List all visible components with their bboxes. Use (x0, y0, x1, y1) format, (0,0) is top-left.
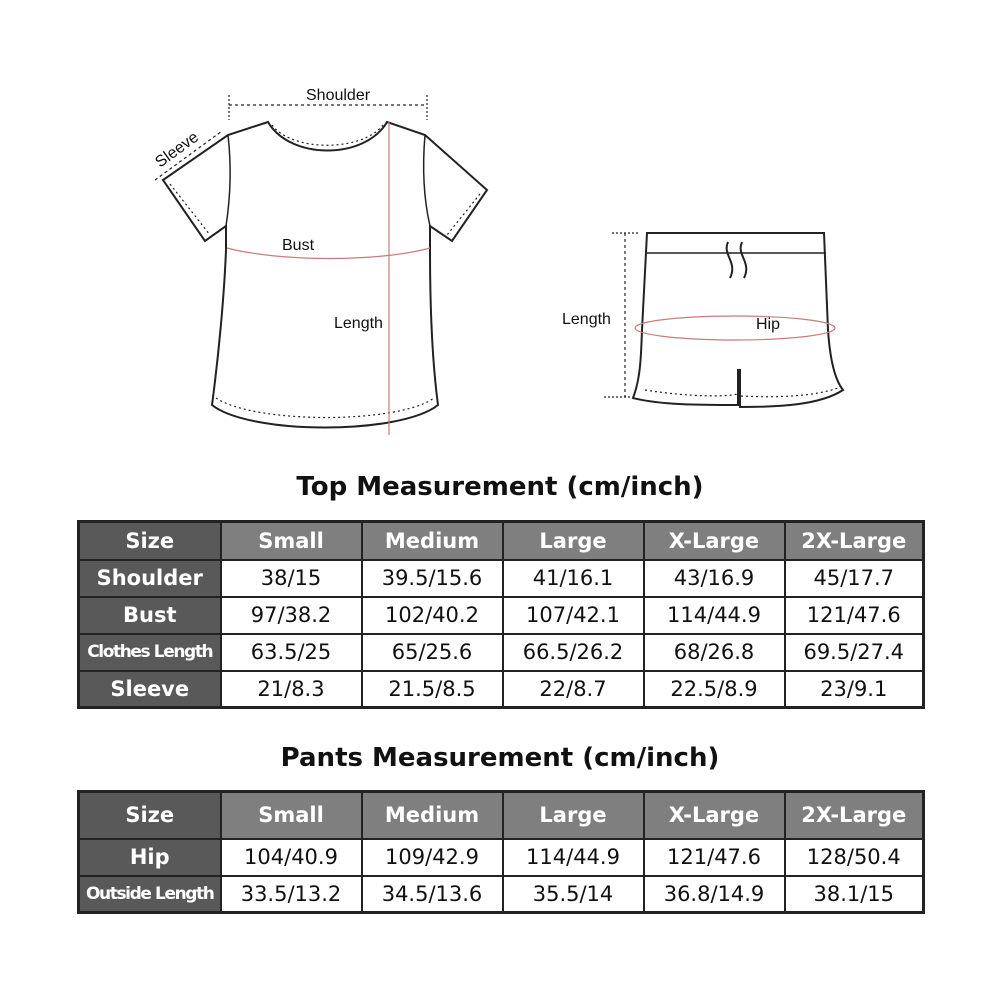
table-cell: 36.8/14.9 (644, 876, 785, 913)
header-cell: X-Large (644, 522, 785, 560)
tshirt-bottom-hem (216, 398, 434, 418)
sleeve-label: Sleeve (152, 128, 202, 172)
garment-diagrams (0, 0, 1000, 460)
table-cell: 65/25.6 (362, 634, 503, 671)
pants-measurement-table (77, 790, 925, 914)
table-cell: 22/8.7 (503, 671, 644, 708)
top-length-label: Length (334, 315, 383, 332)
row-label: Clothes Length (79, 634, 221, 671)
pants-table-header-row (79, 792, 924, 839)
tshirt-outline (163, 122, 487, 428)
table-cell: 128/50.4 (785, 839, 924, 876)
table-cell: 38.1/15 (785, 876, 924, 913)
row-label: Bust (79, 597, 221, 634)
table-cell: 114/44.9 (644, 597, 785, 634)
table-cell: 121/47.6 (785, 597, 924, 634)
pants-table-title: Pants Measurement (cm/inch) (280, 743, 720, 773)
drawstring-right (741, 242, 747, 278)
table-row (79, 597, 924, 634)
table-cell: 121/47.6 (644, 839, 785, 876)
table-row (79, 634, 924, 671)
table-cell: 114/44.9 (503, 839, 644, 876)
header-cell: Medium (362, 522, 503, 560)
header-cell: 2X-Large (785, 792, 924, 839)
table-cell: 97/38.2 (221, 597, 362, 634)
hip-measure-line (635, 316, 835, 340)
header-cell: Size (79, 792, 221, 839)
table-cell: 107/42.1 (503, 597, 644, 634)
table-cell: 34.5/13.6 (362, 876, 503, 913)
table-cell: 33.5/13.2 (221, 876, 362, 913)
header-cell: Large (503, 792, 644, 839)
table-cell: 102/40.2 (362, 597, 503, 634)
table-cell: 43/16.9 (644, 560, 785, 597)
row-label: Hip (79, 839, 221, 876)
header-cell: X-Large (644, 792, 785, 839)
top-table-header-row (79, 522, 924, 560)
shorts-length-label: Length (562, 311, 611, 328)
shoulder-label: Shoulder (306, 87, 371, 104)
tshirt-armhole-right (424, 135, 430, 226)
table-cell: 22.5/8.9 (644, 671, 785, 708)
measurement-diagram-svg (0, 0, 1000, 460)
table-row (79, 671, 924, 708)
top-table-title: Top Measurement (cm/inch) (296, 472, 704, 502)
tshirt-illustration (163, 122, 487, 428)
table-cell: 66.5/26.2 (503, 634, 644, 671)
table-cell: 41/16.1 (503, 560, 644, 597)
table-cell: 21.5/8.5 (362, 671, 503, 708)
table-cell: 69.5/27.4 (785, 634, 924, 671)
header-cell: 2X-Large (785, 522, 924, 560)
table-cell: 109/42.9 (362, 839, 503, 876)
shorts-hem-right (741, 388, 838, 397)
tshirt-sleeve-hem-left (170, 184, 210, 235)
table-cell: 23/9.1 (785, 671, 924, 708)
header-cell: Small (221, 522, 362, 560)
table-cell: 45/17.7 (785, 560, 924, 597)
row-label: Shoulder (79, 560, 221, 597)
table-cell: 35.5/14 (503, 876, 644, 913)
table-row (79, 839, 924, 876)
header-cell: Small (221, 792, 362, 839)
table-cell: 21/8.3 (221, 671, 362, 708)
header-cell: Size (79, 522, 221, 560)
tshirt-armhole-left (226, 135, 230, 226)
row-label: Sleeve (79, 671, 221, 708)
top-measurement-table (77, 520, 925, 709)
table-row (79, 560, 924, 597)
table-cell: 63.5/25 (221, 634, 362, 671)
tshirt-sleeve-hem-right (447, 194, 480, 235)
bust-label: Bust (282, 237, 315, 254)
row-label: Outside Length (79, 876, 221, 913)
table-cell: 68/26.8 (644, 634, 785, 671)
header-cell: Large (503, 522, 644, 560)
table-cell: 104/40.9 (221, 839, 362, 876)
drawstring-left (727, 242, 733, 278)
shorts-hem-left (645, 390, 738, 396)
table-cell: 38/15 (221, 560, 362, 597)
hip-label: Hip (756, 316, 781, 333)
table-cell: 39.5/15.6 (362, 560, 503, 597)
table-row (79, 876, 924, 913)
header-cell: Medium (362, 792, 503, 839)
bust-measure-line (227, 248, 430, 259)
